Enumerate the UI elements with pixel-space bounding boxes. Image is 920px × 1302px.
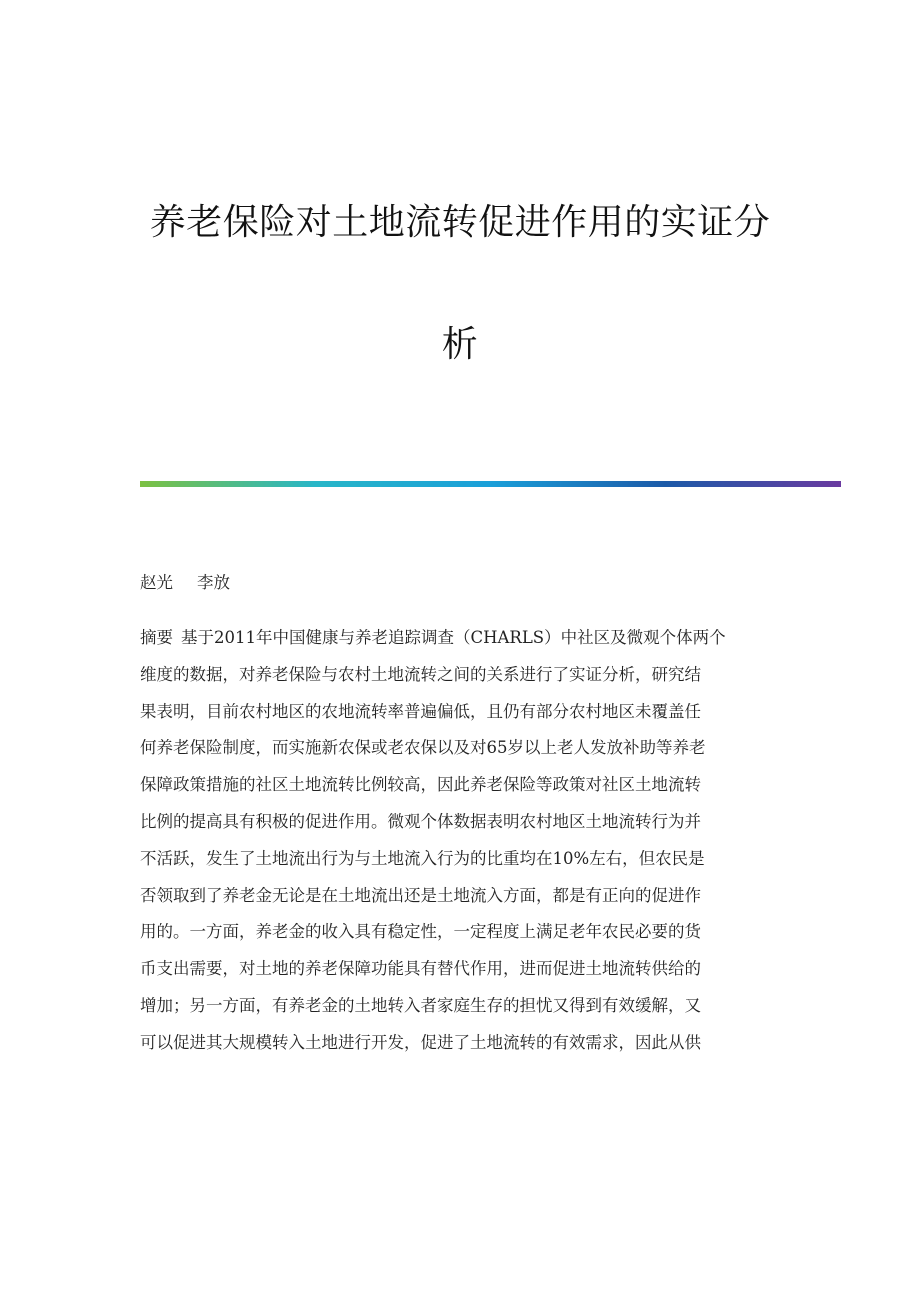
- author-name: 李放: [197, 573, 230, 592]
- abstract-line: 否领取到了养老金无论是在土地流出还是土地流入方面，都是有正向的促进作: [140, 885, 701, 905]
- author-name: 赵光: [140, 573, 173, 592]
- abstract-line: 维度的数据，对养老保险与农村土地流转之间的关系进行了实证分析，研究结: [140, 664, 701, 684]
- abstract-line: 果表明，目前农村地区的农地流转率普遍偏低，且仍有部分农村地区未覆盖任: [140, 701, 701, 721]
- document-title-line-2: 析: [441, 324, 479, 365]
- abstract-line: 比例的提高具有积极的促进作用。微观个体数据表明农村地区土地流转行为并: [140, 811, 701, 831]
- document-title-line-1: 养老保险对土地流转促进作用的实证分: [149, 202, 771, 243]
- abstract-line: 可以促进其大规模转入土地进行开发，促进了土地流转的有效需求，因此从供: [140, 1032, 701, 1052]
- title-divider-bar: [140, 481, 841, 487]
- author-list: [140, 569, 230, 593]
- abstract-line: 保障政策措施的社区土地流转比例较高，因此养老保险等政策对社区土地流转: [140, 775, 701, 795]
- abstract-line: 币支出需要，对土地的养老保障功能具有替代作用，进而促进土地流转供给的: [140, 959, 701, 979]
- abstract-line: [140, 620, 780, 657]
- abstract-line: 何养老保险制度，而实施新农保或老农保以及对65岁以上老人发放补助等养老: [140, 738, 706, 758]
- abstract-line: 用的。一方面，养老金的收入具有稳定性，一定程度上满足老年农民必要的货: [140, 922, 701, 942]
- abstract-line-text: 基于2011年中国健康与养老追踪调查（CHARLS）中社区及微观个体两个: [181, 628, 726, 647]
- abstract-line: 增加；另一方面，有养老金的土地转入者家庭生存的担忧又得到有效缓解，又: [140, 995, 701, 1015]
- abstract-line: 不活跃，发生了土地流出行为与土地流入行为的比重均在10%左右，但农民是: [140, 848, 705, 868]
- abstract-label: 摘要: [140, 628, 173, 647]
- abstract-body: [140, 620, 780, 1062]
